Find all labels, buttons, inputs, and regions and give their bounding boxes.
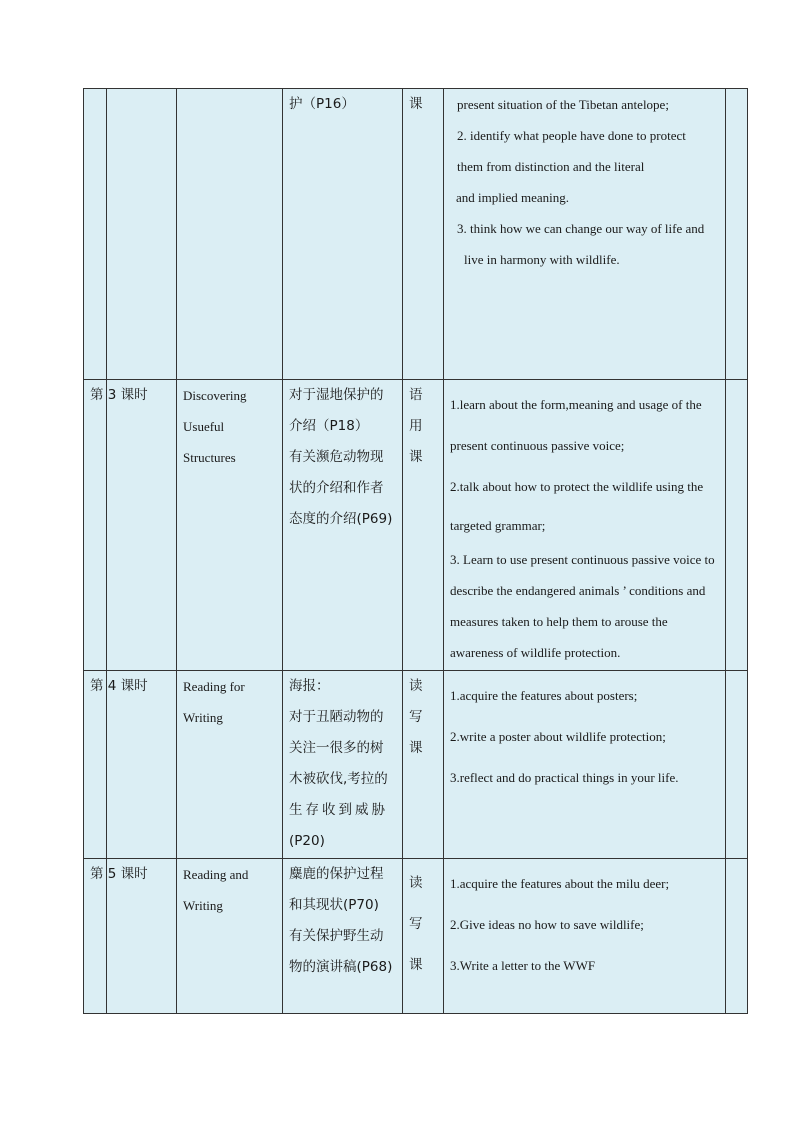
content-cell: 护（P16） <box>289 96 355 112</box>
lesson-number-cell: 第 4 课时 <box>90 678 148 694</box>
mode-cell: 课 <box>409 96 423 112</box>
grid-line <box>282 88 283 1014</box>
lesson-number-cell: 第 5 课时 <box>90 866 148 882</box>
grid-line <box>747 88 748 1014</box>
grid-line <box>443 88 444 1014</box>
grid-line <box>176 88 177 1014</box>
content-cell: 海报： 对于丑陋动物的 关注一很多的树 木被砍伐,考拉的 生存收到威胁 (P20) <box>289 678 388 849</box>
grid-line <box>83 88 84 1014</box>
content-cell: 对于湿地保护的 介绍（P18） 有关濒危动物现 状的介绍和作者 态度的介绍(P69) <box>289 387 393 527</box>
grid-line <box>402 88 403 1014</box>
mode-cell: 读 写 课 <box>409 678 423 756</box>
grid-line <box>83 1013 748 1014</box>
objectives-cell: 1.acquire the features about the milu deer; 2.Give ideas no how to save wildlife; 3.Write a letter to the WWF <box>450 876 670 973</box>
mode-cell: 读 写 课 <box>409 875 423 973</box>
mode-cell: 语 用 课 <box>409 387 423 465</box>
content-cell: 麋鹿的保护过程 和其现状(P70) 有关保护野生动 物的演讲稿(P68) <box>289 866 393 975</box>
lesson-plan-table <box>83 88 748 1014</box>
lesson-type-cell: Discovering Usueful Structures <box>183 388 247 465</box>
objectives-cell: 1.acquire the features about posters; 2.write a poster about wildlife protection; 3.reflect and do practical things in your life. <box>450 688 679 785</box>
objectives-cell: present situation of the Tibetan antelope; 2. identify what people have done to protect them from distinction and the literal and implied meaning. 3. think how we can change our way of life and live in harmony with wildlife. <box>456 97 705 267</box>
objectives-cell: 1.learn about the form,meaning and usage of the present continuous passive voice; 2.talk about how to protect the wildlife using the targeted grammar; 3. Learn to use present continuous passive voice to describe the endangered animals ’ conditions and measures taken to help them to arouse the awareness of wildlife protection. <box>450 397 715 660</box>
lesson-type-cell: Reading and Writing <box>183 867 249 913</box>
lesson-type-cell: Reading for Writing <box>183 679 245 725</box>
lesson-number-cell: 第 3 课时 <box>90 387 148 403</box>
